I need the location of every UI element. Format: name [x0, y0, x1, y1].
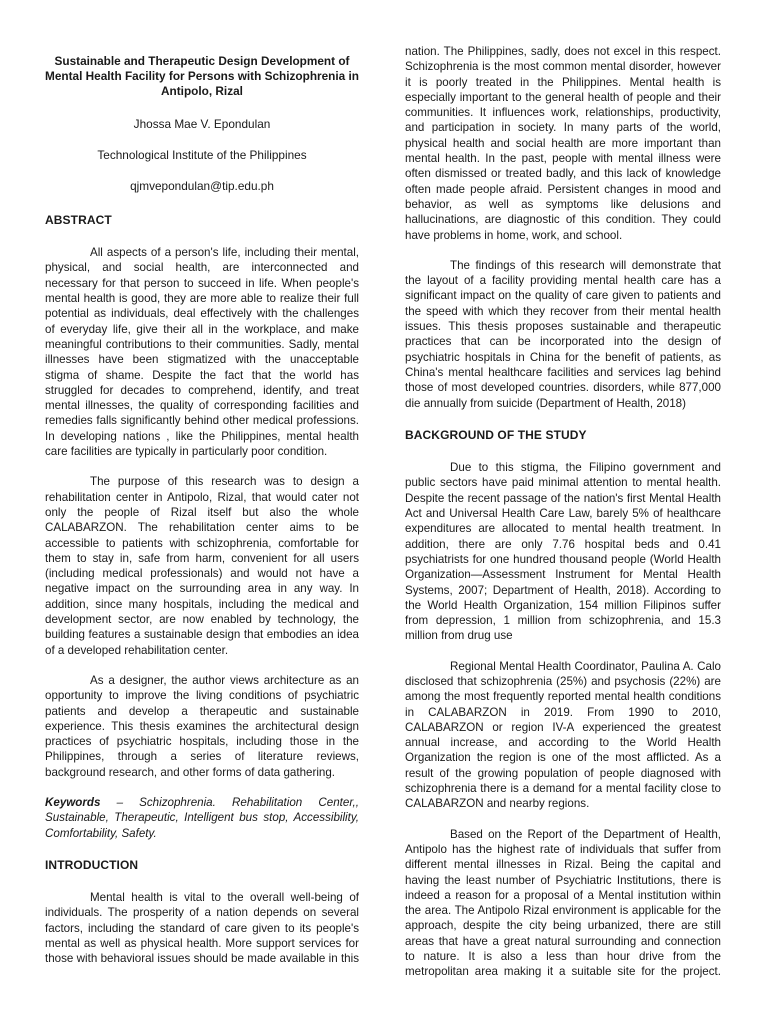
- keywords-label: Keywords: [45, 795, 101, 809]
- abstract-heading: ABSTRACT: [45, 212, 112, 227]
- background-heading: BACKGROUND OF THE STUDY: [405, 427, 587, 442]
- author-email: qjmvepondulan@tip.edu.ph: [130, 178, 274, 193]
- abstract-paragraph-3: As a designer, the author views architecture as an opportunity to improve the living conditions of psychiatric patients and develop a therapeutic and sustainable experience. This thesis examines the architectural design practices of psychiatric hospitals, including those in the Philippines, through a series of literature reviews, background research, and other forms of data gathering.: [45, 673, 359, 779]
- introduction-paragraph-2: The findings of this research will demonstrate that the layout of a facility providing mental health care has a significant impact on the quality of care given to patients and the speed with which they recover from their mental health issues. This thesis proposes sustainable and therapeutic practices that can be incorporated into the design of psychiatric hospitals in China for the benefit of patients, as China's mental healthcare facilities and services lag behind those of most developed countries. disorders, while 877,000 die annually from suicide (Department of Health, 2018): [405, 258, 721, 410]
- introduction-paragraph-1: Mental health is vital to the overall well-being of individuals. The prosperity of a nation depends on several factors, including the standard of care given to its people's mental as well as physical health. More support services for those with behavioral issues should be made available in this: [45, 891, 359, 966]
- author-name: Jhossa Mae V. Epondulan: [133, 117, 271, 131]
- background-paragraph-2: Regional Mental Health Coordinator, Paulina A. Calo disclosed that schizophrenia (25%) and psychosis (22%) are among the most frequently reported mental health conditions in CALABARZON in 2019. From 1990 to 2010, CALABARZON or region IV-A experienced the greatest annual increase, and according to the World Health Organization the region is one of the most afflicted. As a result of the growing population of people diagnosed with schizophrenia there is a demand for a mental facility close to CALABARZON and nearby regions.: [405, 659, 721, 811]
- abstract-paragraph-1: All aspects of a person's life, including their mental, physical, and social health, are interconnected and necessary for that person to succeed in life. When people's mental health is good, they are more able to realize their full potential as individuals, deal effectively with the challenges of everyday life, give their all in the workplace, and make meaningful contributions to their communities. Sadly, mental illnesses have been stigmatized with the unacceptable stigma of shame. Despite the fact that the world has struggled for decades to comprehend, identify, and treat mental illnesses, the quality of corresponding facilities and remedies falls significantly behind other medical professions. In developing nations , like the Philippines, mental health care facilities are typically in particularly poor condition.: [45, 246, 359, 459]
- left-column: [45, 44, 359, 967]
- abstract-paragraph-2: The purpose of this research was to design a rehabilitation center in Antipolo, Rizal, that would cater not only the people of Rizal itself but also the whole CALABARZON. The rehabilitation center aims to be accessible to patients with schizophrenia, comfortable for them to stay in, safe from harm, convenient for all users (including medical professionals) and would not have a negative impact on the surrounding area in any way. In addition, since many hospitals, including the medical and development sector, are now enabled by technology, the building features a sustainable design that embodies an idea of a developed rehabilitation center.: [45, 475, 359, 657]
- background-paragraph-3: Based on the Report of the Department of Health, Antipolo has the highest rate of individuals that suffer from different mental illnesses in Rizal. Being the capital and having the least number of Psychiatric Institutions, there is indeed a reason for a proposal of a Mental institution within the area. The Antipolo Rizal environment is applicable for the approach, despite the city being urbanized, there are still areas that have a great natural surrounding and connection to nature. It is also a less than hour drive from the metropolitan area making it a suitable site for the project.: [405, 827, 721, 979]
- introduction-heading: INTRODUCTION: [45, 857, 139, 872]
- right-column: [405, 44, 721, 980]
- introduction-paragraph-1-continued: nation. The Philippines, sadly, does not excel in this respect. Schizophrenia is the most common mental disorder, however it is poorly treated in the Philippines. Mental health is especially important to the general health of people and their communities. It influences work, relationships, productivity, and participation in society. In many parts of the world, physical health and social health are more important than mental health. In the past, people with mental illness were often dismissed or treated badly, and this lack of knowledge often made people afraid. Persistent changes in mood and behavior, as well as symptoms like delusions and hallucinations, are diagnostic of this condition. They could have problems in home, work, and school.: [405, 45, 721, 242]
- paper-title: Sustainable and Therapeutic Design Development of Mental Health Facility for Persons with Schizophrenia in Antipolo, Rizal: [45, 54, 359, 98]
- author-affiliation: Technological Institute of the Philippines: [97, 148, 307, 163]
- keywords-text: – Schizophrenia. Rehabilitation Center,, Sustainable, Therapeutic, Intelligent bus stop, Accessibility, Comfortability, Safety.: [45, 795, 359, 840]
- background-paragraph-1: Due to this stigma, the Filipino government and public sectors have paid minimal attention to mental health. Despite the recent passage of the nation's first Mental Health Act and Universal Health Care Law, barely 5% of healthcare expenditures are allocated to mental health treatment. In addition, there are only 7.76 hospital beds and 0.41 psychiatrists for one hundred thousand people (World Health Organization—Assessment Instrument for Mental Health Systems, 2007; Department of Health, 2018). According to the World Health Organization, 154 million Filipinos suffer from depression, 1 million from schizophrenia, and 15.3 million from drug use: [405, 461, 721, 643]
- keywords: [45, 795, 359, 841]
